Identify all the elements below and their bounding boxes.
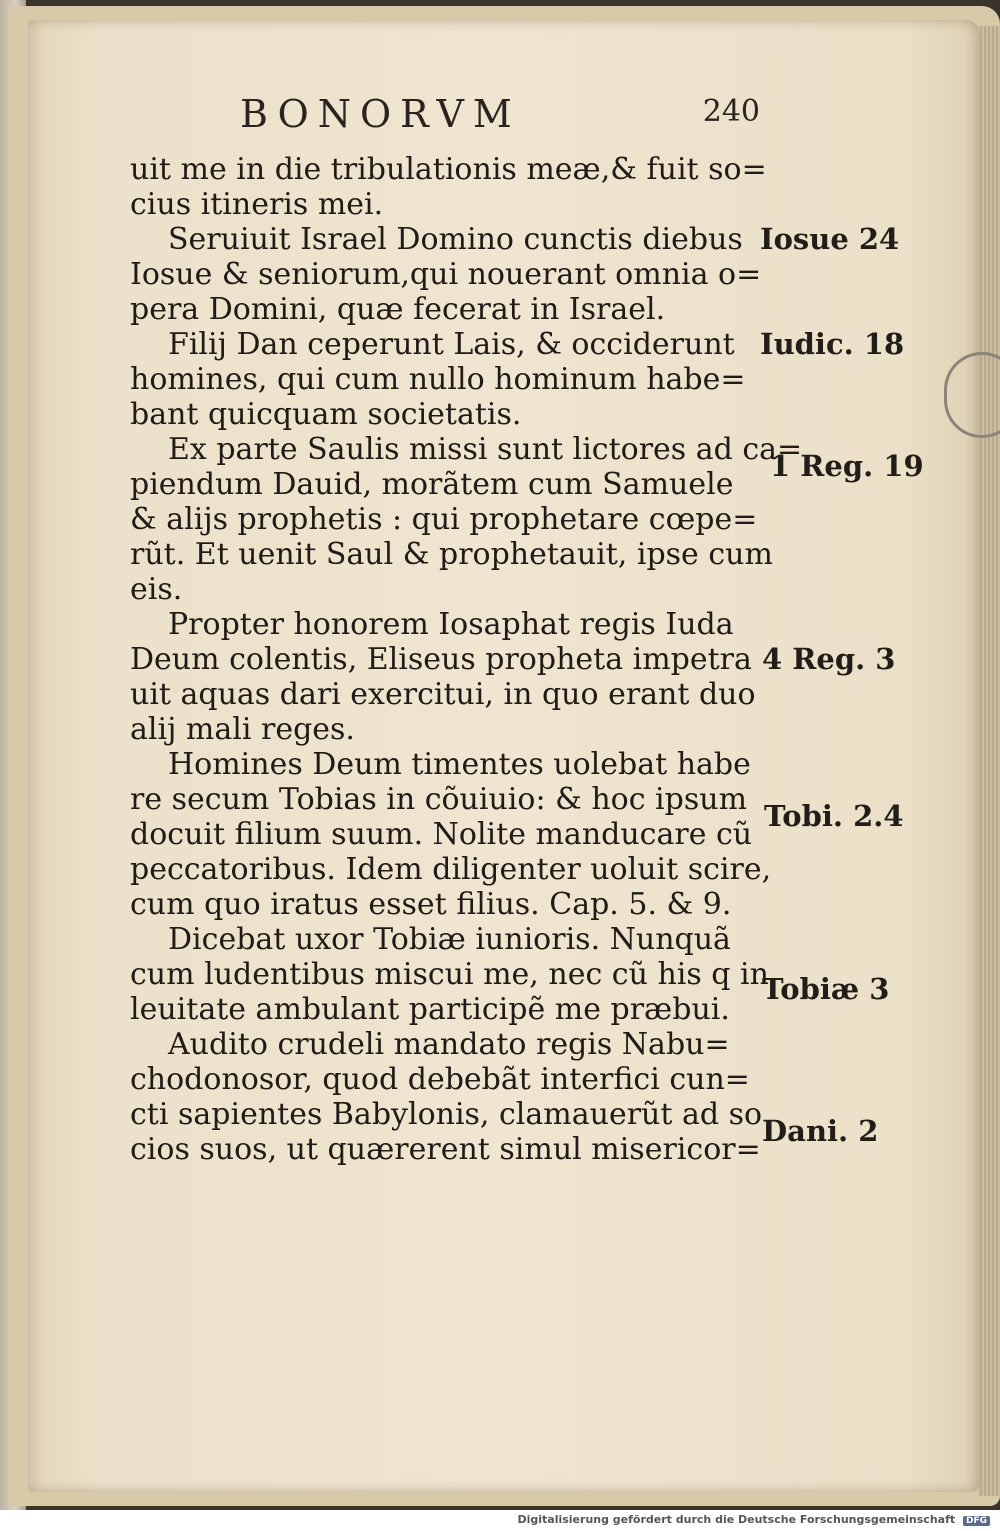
text-line: Homines Deum timentes uolebat habe — [168, 747, 751, 782]
text-line: & alijs prophetis : qui prophetare cœpe= — [130, 502, 758, 537]
text-line: Seruiuit Israel Domino cunctis diebus — [168, 222, 743, 257]
margin-note: Iosue 24 — [760, 222, 900, 256]
text-block — [130, 152, 803, 1167]
running-head: BONORVM — [240, 92, 521, 136]
text-line: cum quo iratus esset filius. Cap. 5. & 9. — [130, 887, 732, 922]
text-line: uit aquas dari exercitui, in quo erant duo — [130, 677, 756, 712]
text-line: rũt. Et uenit Saul & prophetauit, ipse cum — [130, 537, 773, 572]
text-line: eis. — [130, 572, 183, 607]
text-line: uit me in die tribulationis meæ,& fuit so= — [130, 152, 767, 187]
text-line: re secum Tobias in cõuiuio: & hoc ipsum — [130, 782, 748, 817]
text-line: Iosue & seniorum,qui nouerant omnia o= — [130, 257, 762, 292]
text-line: alij mali reges. — [130, 712, 355, 747]
text-line: cum ludentibus miscui me, nec cũ his q in — [130, 957, 769, 992]
text-line: cius itineris mei. — [130, 187, 384, 222]
text-line: docuit filium suum. Nolite manducare cũ — [130, 817, 753, 852]
text-line: Filij Dan ceperunt Lais, & occiderunt — [168, 327, 735, 362]
margin-note: Tobiæ 3 — [762, 972, 890, 1006]
dfg-logo-icon: DFG — [963, 1516, 990, 1526]
margin-note: Dani. 2 — [762, 1114, 879, 1148]
text-line: Audito crudeli mandato regis Nabu= — [168, 1027, 730, 1062]
text-line: piendum Dauid, morãtem cum Samuele — [130, 467, 734, 502]
footer-bar — [0, 1510, 1000, 1531]
text-line: Dicebat uxor Tobiæ iunioris. Nunquã — [168, 922, 731, 957]
margin-note: 1 Reg. 19 — [770, 449, 924, 483]
page-header — [240, 92, 770, 142]
text-line: bant quicquam societatis. — [130, 397, 522, 432]
funding-credit — [517, 1513, 990, 1526]
page-edges — [978, 26, 1000, 1496]
text-line: chodonosor, quod debebãt interfici cun= — [130, 1062, 750, 1097]
text-line: cti sapientes Babylonis, clamauerũt ad so — [130, 1097, 763, 1132]
text-line: pera Domini, quæ fecerat in Israel. — [130, 292, 666, 327]
credit-text: Digitalisierung gefördert durch die Deutsche Forschungsgemeinschaft — [517, 1513, 956, 1526]
text-line: Ex parte Saulis missi sunt lictores ad ca= — [168, 432, 803, 467]
text-line: Propter honorem Iosaphat regis Iuda — [168, 607, 734, 642]
text-line: leuitate ambulant participẽ me præbui. — [130, 992, 730, 1027]
text-line: peccatoribus. Idem diligenter uoluit scire, — [130, 852, 772, 887]
margin-note: 4 Reg. 3 — [762, 642, 896, 676]
text-line: homines, qui cum nullo hominum habe= — [130, 362, 746, 397]
margin-note: Tobi. 2.4 — [764, 799, 904, 833]
text-line: Deum colentis, Eliseus propheta impetra — [130, 642, 752, 677]
text-line: cios suos, ut quærerent simul misericor= — [130, 1132, 761, 1167]
page-number: 240 — [702, 94, 760, 129]
margin-note: Iudic. 18 — [760, 327, 905, 361]
